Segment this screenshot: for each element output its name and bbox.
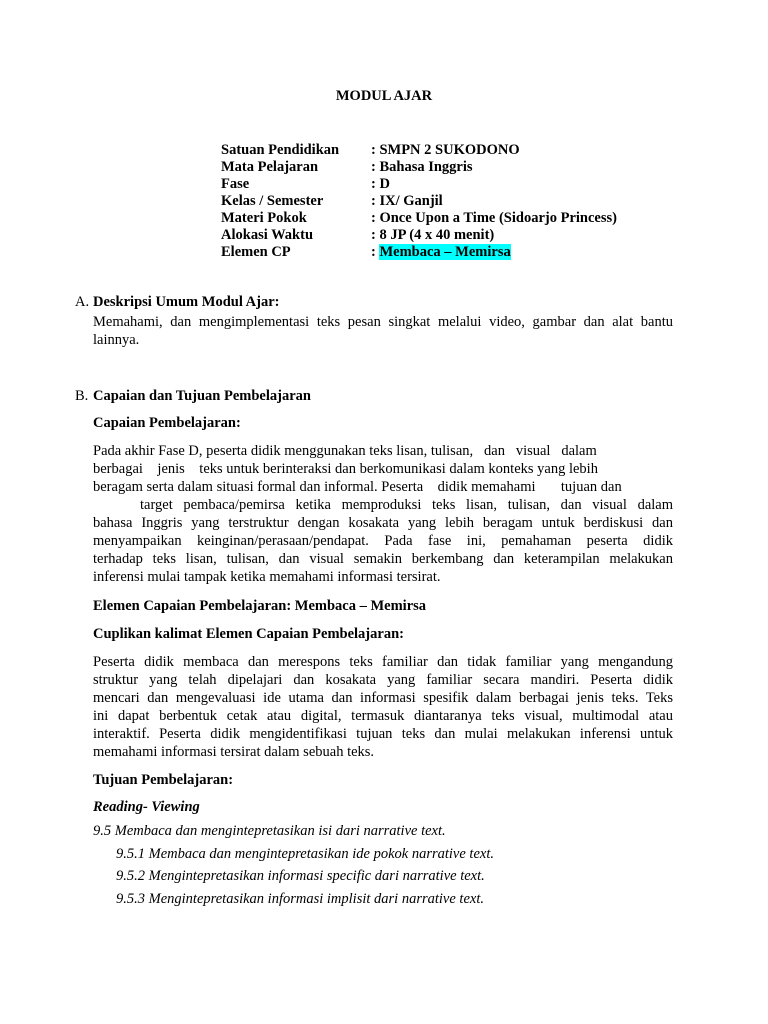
section-title: Capaian dan Tujuan Pembelajaran: [93, 388, 311, 404]
capaian-line: inferensi mulai tampak ketika memahami informasi tersirat.: [93, 569, 441, 585]
section-a-heading: [75, 294, 280, 311]
identity-label: Elemen CP: [221, 244, 291, 260]
identity-row-kelas: [221, 193, 617, 210]
identity-value-prefix: :: [371, 244, 380, 260]
elemen-heading: Elemen Capaian Pembelajaran: Membaca – Memirsa: [93, 598, 427, 614]
identity-label: Alokasi Waktu: [221, 227, 314, 243]
section-a-line: lainnya.: [93, 332, 140, 348]
cuplikan-line: interaktif. Peserta didik mengidentifikasi tujuan teks dan mulai melakukan inferensi untuk: [93, 726, 673, 742]
section-letter: B.: [75, 388, 89, 404]
cuplikan-line: memahami informasi tersirat dalam sebuah teks.: [93, 744, 375, 760]
identity-value: [371, 244, 511, 261]
identity-value: : D: [371, 176, 390, 192]
identity-value: : Once Upon a Time (Sidoarjo Princess): [371, 210, 617, 226]
objective-sub: 9.5.2 Mengintepretasikan informasi specific dari narrative text.: [116, 868, 485, 884]
highlighted-elemen: Membaca – Memirsa: [379, 244, 511, 260]
identity-row-mapel: [221, 159, 617, 176]
section-b-heading: [75, 388, 311, 405]
capaian-line: terhadap teks lisan, tulisan, dan visual semakin berkembang dan keterampilan melakukan: [93, 551, 673, 567]
identity-table: [221, 142, 617, 261]
identity-label: Mata Pelajaran: [221, 159, 319, 175]
identity-row-elemen: [221, 244, 617, 261]
identity-label: Fase: [221, 176, 250, 192]
section-a-line: Memahami, dan mengimplementasi teks pesan singkat melalui video, gambar dan alat bantu: [93, 314, 673, 330]
capaian-line: bahasa Inggris yang terstruktur dengan kosakata yang lebih beragam untuk berdiskusi dan: [93, 515, 673, 531]
cuplikan-heading: Cuplikan kalimat Elemen Capaian Pembelajaran:: [93, 626, 404, 642]
skill-heading: Reading- Viewing: [93, 799, 200, 815]
identity-row-satuan: [221, 142, 617, 159]
identity-value: : 8 JP (4 x 40 menit): [371, 227, 495, 243]
section-letter: A.: [75, 294, 90, 310]
identity-row-materi: [221, 210, 617, 227]
identity-row-alokasi: [221, 227, 617, 244]
identity-row-fase: [221, 176, 617, 193]
capaian-heading: Capaian Pembelajaran:: [93, 415, 241, 431]
capaian-line: target pembaca/pemirsa ketika memproduksi teks lisan, tulisan, dan visual dalam: [140, 497, 673, 513]
capaian-line: Pada akhir Fase D, peserta didik menggunakan teks lisan, tulisan, dan visual dalam: [93, 443, 597, 459]
cuplikan-line: Peserta didik membaca dan merespons teks familiar dan tidak familiar yang mengandung: [93, 654, 673, 670]
identity-value: : SMPN 2 SUKODONO: [371, 142, 520, 158]
cuplikan-line: struktur yang telah dipelajari dan kosakata yang familiar secara mandiri. Peserta didik: [93, 672, 673, 688]
tujuan-heading: Tujuan Pembelajaran:: [93, 772, 234, 788]
cuplikan-line: mencari dan mengevaluasi ide utama dan informasi spesifik dalam berbagai jenis teks. Teks: [93, 690, 673, 706]
objective-sub: 9.5.3 Mengintepretasikan informasi implisit dari narrative text.: [116, 891, 484, 907]
capaian-line: berbagai jenis teks untuk berinteraksi dan berkomunikasi dalam konteks yang lebih: [93, 461, 598, 477]
identity-label: Satuan Pendidikan: [221, 142, 340, 158]
identity-value: : IX/ Ganjil: [371, 193, 443, 209]
cuplikan-line: ini dapat berbentuk cetak atau digital, termasuk diantaranya teks visual, multimodal atau: [93, 708, 673, 724]
section-title: Deskripsi Umum Modul Ajar:: [93, 294, 280, 310]
objective-sub: 9.5.1 Membaca dan mengintepretasikan ide pokok narrative text.: [116, 846, 494, 862]
objective-main: 9.5 Membaca dan mengintepretasikan isi dari narrative text.: [93, 823, 446, 839]
identity-value: : Bahasa Inggris: [371, 159, 473, 175]
capaian-line: beragam serta dalam situasi formal dan informal. Peserta didik memahami tujuan dan: [93, 479, 622, 495]
identity-label: Kelas / Semester: [221, 193, 324, 209]
capaian-line: menyampaikan keinginan/perasaan/pendapat. Pada fase ini, pemahaman peserta didik: [93, 533, 673, 549]
identity-label: Materi Pokok: [221, 210, 307, 226]
document-title: MODUL AJAR: [335, 88, 433, 104]
